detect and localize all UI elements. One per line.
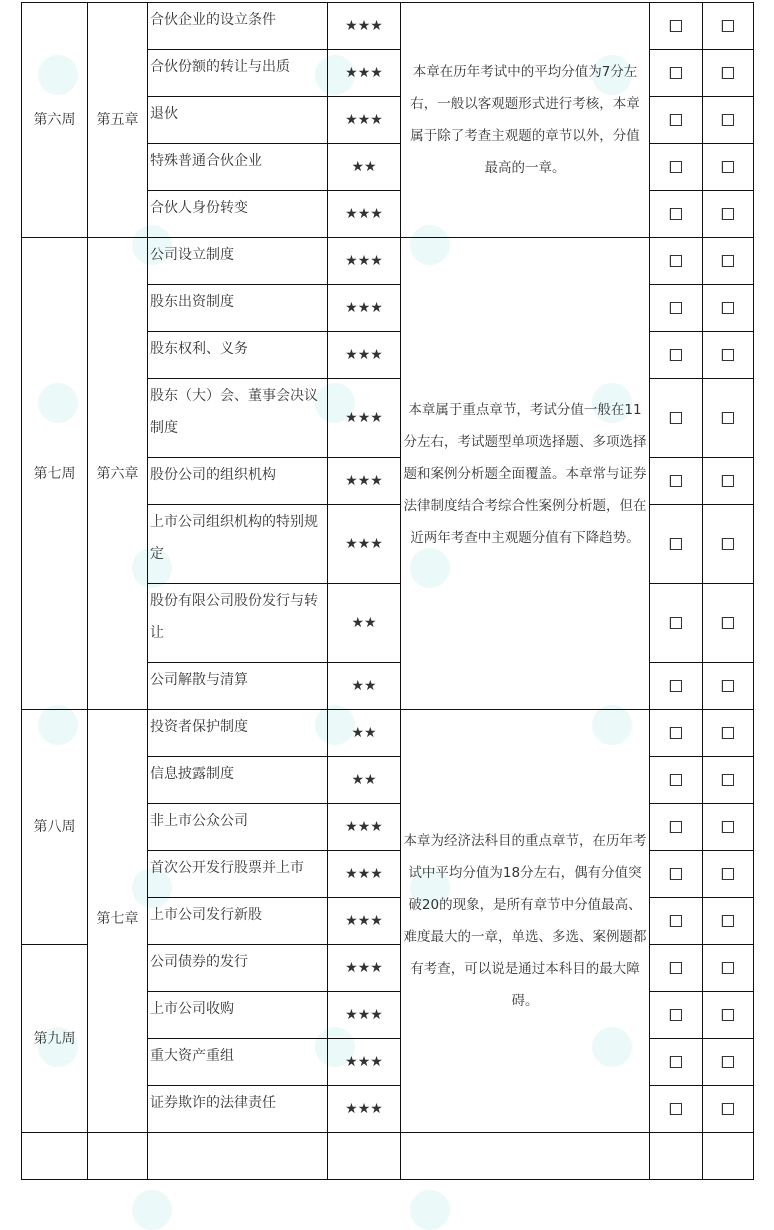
checkbox-cell: [650, 1133, 703, 1180]
topic-cell: 重大资产重组: [148, 1039, 328, 1086]
checkbox[interactable]: [722, 680, 734, 692]
checkbox-cell: [650, 945, 703, 992]
topic-cell: 上市公司组织机构的特别规定: [148, 505, 328, 584]
checkbox[interactable]: [722, 208, 734, 220]
checkbox[interactable]: [722, 1103, 734, 1115]
checkbox[interactable]: [670, 962, 682, 974]
checkbox-cell: [703, 458, 754, 505]
importance-stars: ★★★: [328, 1039, 401, 1086]
importance-stars: ★★: [328, 757, 401, 804]
importance-stars: ★★★: [328, 238, 401, 285]
checkbox[interactable]: [670, 255, 682, 267]
importance-stars: ★★★: [328, 851, 401, 898]
importance-stars: ★★★: [328, 285, 401, 332]
checkbox[interactable]: [670, 475, 682, 487]
checkbox[interactable]: [670, 1103, 682, 1115]
checkbox-cell: [650, 710, 703, 757]
checkbox[interactable]: [722, 962, 734, 974]
chapter-cell-continued: [88, 945, 148, 1133]
checkbox-cell: [703, 992, 754, 1039]
checkbox[interactable]: [722, 412, 734, 424]
importance-stars: ★★★: [328, 804, 401, 851]
checkbox[interactable]: [670, 302, 682, 314]
checkbox-cell: [650, 804, 703, 851]
week-cell: 第八周: [22, 710, 88, 945]
checkbox-cell: [703, 898, 754, 945]
checkbox-cell: [650, 238, 703, 285]
checkbox-cell: [703, 757, 754, 804]
importance-stars: ★★★: [328, 332, 401, 379]
importance-stars: ★★★: [328, 945, 401, 992]
chapter-cell: 第六章: [88, 238, 148, 710]
checkbox[interactable]: [670, 67, 682, 79]
checkbox[interactable]: [722, 538, 734, 550]
importance-stars: ★★: [328, 144, 401, 191]
checkbox-cell: [650, 992, 703, 1039]
checkbox-cell: [650, 898, 703, 945]
topic-cell: 股东权利、义务: [148, 332, 328, 379]
topic-cell: 特殊普通合伙企业: [148, 144, 328, 191]
checkbox[interactable]: [722, 302, 734, 314]
importance-stars: ★★★: [328, 992, 401, 1039]
topic-cell: 投资者保护制度: [148, 710, 328, 757]
topic-cell: 信息披露制度: [148, 757, 328, 804]
checkbox[interactable]: [670, 727, 682, 739]
checkbox-cell: [650, 458, 703, 505]
week-cell: [22, 1133, 88, 1180]
checkbox[interactable]: [722, 161, 734, 173]
importance-stars: ★★★: [328, 379, 401, 458]
week-cell: 第七周: [22, 238, 88, 710]
checkbox[interactable]: [722, 114, 734, 126]
topic-cell: 退伙: [148, 97, 328, 144]
checkbox-cell: [703, 3, 754, 50]
checkbox[interactable]: [722, 349, 734, 361]
checkbox[interactable]: [670, 538, 682, 550]
topic-cell: 非上市公众公司: [148, 804, 328, 851]
checkbox-cell: [650, 3, 703, 50]
checkbox-cell: [703, 1133, 754, 1180]
checkbox[interactable]: [722, 868, 734, 880]
checkbox-cell: [650, 1039, 703, 1086]
checkbox[interactable]: [670, 617, 682, 629]
chapter-description: 本章为经济法科目的重点章节，在历年考试中平均分值为18分左右，偶有分值突破20的现象，是所有章节中分值最高、难度最大的一章，单选、多选、案例题都有考查，可以说是通过本科目的最大障碍。: [401, 710, 650, 1133]
checkbox[interactable]: [670, 774, 682, 786]
topic-cell: 证券欺诈的法律责任: [148, 1086, 328, 1133]
checkbox-cell: [650, 144, 703, 191]
checkbox-cell: [650, 1086, 703, 1133]
topic-cell: 股东出资制度: [148, 285, 328, 332]
topic-cell: 首次公开发行股票并上市: [148, 851, 328, 898]
checkbox[interactable]: [670, 1056, 682, 1068]
checkbox-cell: [650, 50, 703, 97]
importance-stars: ★★★: [328, 50, 401, 97]
topic-cell: 合伙企业的设立条件: [148, 3, 328, 50]
checkbox-cell: [703, 710, 754, 757]
checkbox-cell: [650, 851, 703, 898]
study-plan-table-wrapper: [21, 2, 754, 1180]
topic-cell: 股份公司的组织机构: [148, 458, 328, 505]
checkbox-cell: [650, 379, 703, 458]
checkbox[interactable]: [722, 727, 734, 739]
checkbox[interactable]: [670, 20, 682, 32]
chapter-description: [401, 1133, 650, 1180]
checkbox-cell: [703, 804, 754, 851]
chapter-cell: [88, 1133, 148, 1180]
checkbox-cell: [650, 505, 703, 584]
checkbox-cell: [703, 1086, 754, 1133]
checkbox[interactable]: [670, 821, 682, 833]
week-cell: 第六周: [22, 3, 88, 238]
checkbox-cell: [650, 97, 703, 144]
checkbox-cell: [703, 663, 754, 710]
checkbox-cell: [703, 97, 754, 144]
checkbox[interactable]: [722, 475, 734, 487]
chapter-cell: 第五章: [88, 3, 148, 238]
topic-cell: 股东（大）会、董事会决议制度: [148, 379, 328, 458]
importance-stars: [328, 1133, 401, 1180]
importance-stars: ★★: [328, 584, 401, 663]
checkbox[interactable]: [670, 915, 682, 927]
checkbox[interactable]: [722, 1009, 734, 1021]
checkbox-cell: [703, 50, 754, 97]
checkbox[interactable]: [722, 774, 734, 786]
importance-stars: ★★★: [328, 505, 401, 584]
checkbox-cell: [703, 379, 754, 458]
importance-stars: ★★★: [328, 191, 401, 238]
checkbox[interactable]: [722, 67, 734, 79]
importance-stars: ★★★: [328, 3, 401, 50]
checkbox[interactable]: [722, 617, 734, 629]
checkbox-cell: [703, 332, 754, 379]
study-plan-table: [21, 2, 754, 1180]
topic-cell: 上市公司收购: [148, 992, 328, 1039]
checkbox[interactable]: [722, 821, 734, 833]
chapter-description: 本章属于重点章节，考试分值一般在11分左右，考试题型单项选择题、多项选择题和案例分析题全面覆盖。本章常与证券法律制度结合考综合性案例分析题，但在近两年考查中主观题分值有下降趋势。: [401, 238, 650, 710]
checkbox[interactable]: [670, 412, 682, 424]
table-row: [22, 710, 754, 757]
topic-cell: [148, 1133, 328, 1180]
checkbox-cell: [650, 757, 703, 804]
checkbox-cell: [703, 945, 754, 992]
checkbox[interactable]: [722, 1056, 734, 1068]
importance-stars: ★★: [328, 663, 401, 710]
importance-stars: ★★★: [328, 898, 401, 945]
importance-stars: ★★★: [328, 1086, 401, 1133]
topic-cell: 合伙份额的转让与出质: [148, 50, 328, 97]
checkbox-cell: [650, 332, 703, 379]
checkbox[interactable]: [722, 255, 734, 267]
checkbox-cell: [703, 505, 754, 584]
checkbox-cell: [703, 1039, 754, 1086]
checkbox[interactable]: [670, 114, 682, 126]
topic-cell: 公司债券的发行: [148, 945, 328, 992]
checkbox[interactable]: [722, 20, 734, 32]
importance-stars: ★★★: [328, 458, 401, 505]
checkbox[interactable]: [670, 868, 682, 880]
watermark-logo-icon: [410, 1190, 450, 1230]
topic-cell: 上市公司发行新股: [148, 898, 328, 945]
checkbox-cell: [703, 144, 754, 191]
checkbox[interactable]: [670, 161, 682, 173]
table-row: [22, 3, 754, 50]
checkbox-cell: [703, 238, 754, 285]
topic-cell: 公司解散与清算: [148, 663, 328, 710]
checkbox-cell: [650, 191, 703, 238]
checkbox[interactable]: [722, 915, 734, 927]
checkbox-cell: [703, 584, 754, 663]
watermark-logo-icon: [132, 1190, 172, 1230]
checkbox[interactable]: [670, 680, 682, 692]
importance-stars: ★★: [328, 710, 401, 757]
checkbox-cell: [703, 191, 754, 238]
checkbox-cell: [703, 851, 754, 898]
topic-cell: 公司设立制度: [148, 238, 328, 285]
checkbox[interactable]: [670, 349, 682, 361]
topic-cell: 合伙人身份转变: [148, 191, 328, 238]
checkbox-cell: [703, 285, 754, 332]
week-cell: 第九周: [22, 945, 88, 1133]
table-row: [22, 238, 754, 285]
checkbox[interactable]: [670, 208, 682, 220]
checkbox-cell: [650, 663, 703, 710]
topic-cell: 股份有限公司股份发行与转让: [148, 584, 328, 663]
chapter-cell: 第七章: [88, 710, 148, 945]
checkbox[interactable]: [670, 1009, 682, 1021]
checkbox-cell: [650, 285, 703, 332]
checkbox-cell: [650, 584, 703, 663]
chapter-description: 本章在历年考试中的平均分值为7分左右，一般以客观题形式进行考核，本章属于除了考查主观题的章节以外，分值最高的一章。: [401, 3, 650, 238]
table-row-partial: [22, 1133, 754, 1180]
importance-stars: ★★★: [328, 97, 401, 144]
